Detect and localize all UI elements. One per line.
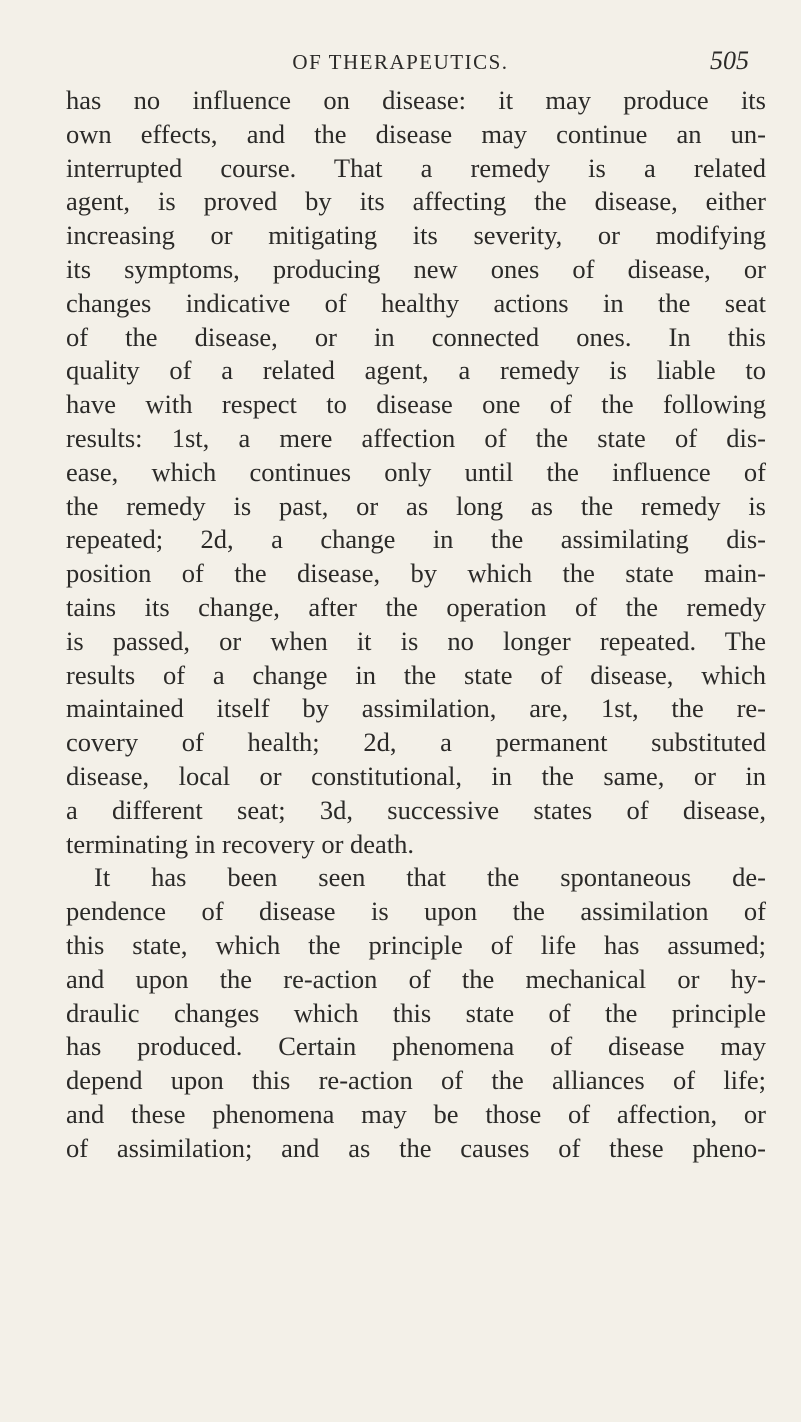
text-line: maintained itself by assimilation, are, 1st, the re- (66, 693, 766, 724)
text-line: have with respect to disease one of the following (66, 389, 766, 420)
text-line: ease, which continues only until the influence of (66, 456, 766, 487)
page-header (0, 44, 801, 78)
text-line: the remedy is past, or as long as the remedy is (66, 490, 766, 521)
text-line: of the disease, or in connected ones. In this (66, 321, 766, 352)
text-line: is passed, or when it is no longer repeated. The (66, 625, 766, 656)
text-line: tains its change, after the operation of the remedy (66, 591, 766, 622)
text-line: position of the disease, by which the state main- (66, 558, 766, 589)
text-line: results: 1st, a mere affection of the state of dis- (66, 422, 766, 453)
text-line: terminating in recovery or death. (66, 828, 415, 859)
text-line: and upon the re-action of the mechanical or hy- (66, 963, 766, 994)
text-line: increasing or mitigating its severity, or modifying (66, 220, 766, 251)
text-line: interrupted course. That a remedy is a related (66, 152, 766, 183)
text-line: a different seat; 3d, successive states of disease, (66, 794, 766, 825)
text-line: results of a change in the state of disease, which (66, 659, 766, 690)
text-line: and these phenomena may be those of affection, or (66, 1098, 766, 1129)
text-line: repeated; 2d, a change in the assimilating dis- (66, 524, 766, 555)
text-line: covery of health; 2d, a permanent substituted (66, 727, 766, 758)
text-line: pendence of disease is upon the assimilation of (66, 896, 766, 927)
page-number: 505 (710, 46, 749, 75)
text-line: its symptoms, producing new ones of disease, or (66, 253, 766, 284)
text-line: has no influence on disease: it may produce its (66, 85, 766, 115)
text-line: of assimilation; and as the causes of these pheno- (66, 1132, 766, 1163)
text-line: changes indicative of healthy actions in the seat (66, 287, 766, 318)
body-text (66, 84, 766, 1166)
running-title: OF THERAPEUTICS. (292, 50, 509, 74)
text-line: this state, which the principle of life has assumed; (66, 929, 766, 960)
text-line: quality of a related agent, a remedy is liable to (66, 355, 766, 386)
text-line: agent, is proved by its affecting the disease, either (66, 186, 766, 217)
text-line: It has been seen that the spontaneous de- (94, 862, 766, 893)
text-line: depend upon this re-action of the alliances of life; (66, 1065, 766, 1096)
text-line: draulic changes which this state of the principle (66, 997, 766, 1028)
text-line: has produced. Certain phenomena of disease may (66, 1031, 766, 1062)
text-line: disease, local or constitutional, in the same, or in (66, 760, 766, 791)
text-line: own effects, and the disease may continue an un- (66, 118, 766, 149)
